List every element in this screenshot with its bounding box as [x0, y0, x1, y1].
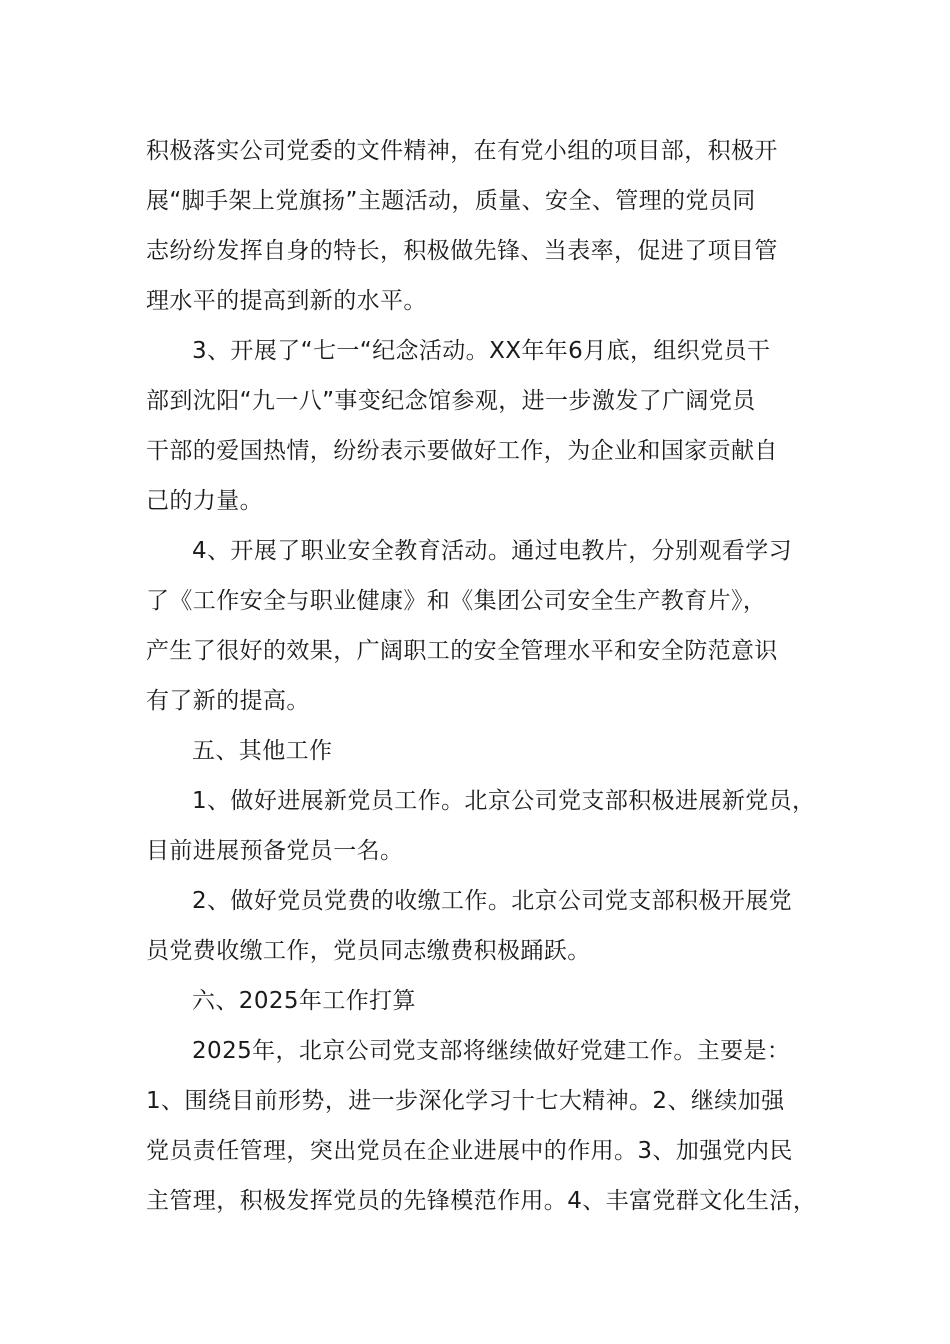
- text-line: 2、做好党员党费的收缴工作。北京公司党支部积极开展党: [192, 888, 793, 914]
- text-line: 己的力量。: [146, 488, 263, 514]
- text-line: 六、2025年工作打算: [192, 988, 416, 1014]
- text-line: 五、其他工作: [192, 738, 333, 764]
- text-line: 理水平的提高到新的水平。: [146, 288, 427, 314]
- text-line: 志纷纷发挥自身的特长，积极做先锋、当表率，促进了项目管: [146, 238, 778, 264]
- text-line: 干部的爱国热情，纷纷表示要做好工作，为企业和国家贡献自: [146, 438, 778, 464]
- text-line: 积极落实公司党委的文件精神，在有党小组的项目部，积极开: [146, 138, 778, 164]
- text-line: 目前进展预备党员一名。: [146, 838, 404, 864]
- text-line: 展“脚手架上党旗扬”主题活动，质量、安全、管理的党员同: [146, 188, 756, 214]
- text-line: 1、围绕目前形势，进一步深化学习十七大精神。2、继续加强: [146, 1088, 785, 1114]
- text-line: 员党费收缴工作，党员同志缴费积极踊跃。: [146, 938, 591, 964]
- text-line: 3、开展了“七一“纪念活动。XX年年6月底，组织党员干: [192, 338, 771, 364]
- text-line: 有了新的提高。: [146, 688, 310, 714]
- text-line: 4、开展了职业安全教育活动。通过电教片，分别观看学习: [192, 538, 793, 564]
- text-line: 产生了很好的效果，广阔职工的安全管理水平和安全防范意识: [146, 638, 778, 664]
- text-line: 党员责任管理，突出党员在企业进展中的作用。3、加强党内民: [146, 1138, 793, 1164]
- text-line: 了《工作安全与职业健康》和《集团公司安全生产教育片》，: [146, 588, 767, 614]
- body-text: [146, 126, 816, 1226]
- text-line: 2025年，北京公司党支部将继续做好党建工作。主要是：: [192, 1038, 791, 1064]
- text-line: 部到沈阳“九一八”事变纪念馆参观，进一步激发了广阔党员: [146, 388, 756, 414]
- text-line: 主管理，积极发挥党员的先锋模范作用。4、丰富党群文化生活，: [146, 1188, 817, 1214]
- text-line: 1、做好进展新党员工作。北京公司党支部积极进展新党员，: [192, 788, 816, 814]
